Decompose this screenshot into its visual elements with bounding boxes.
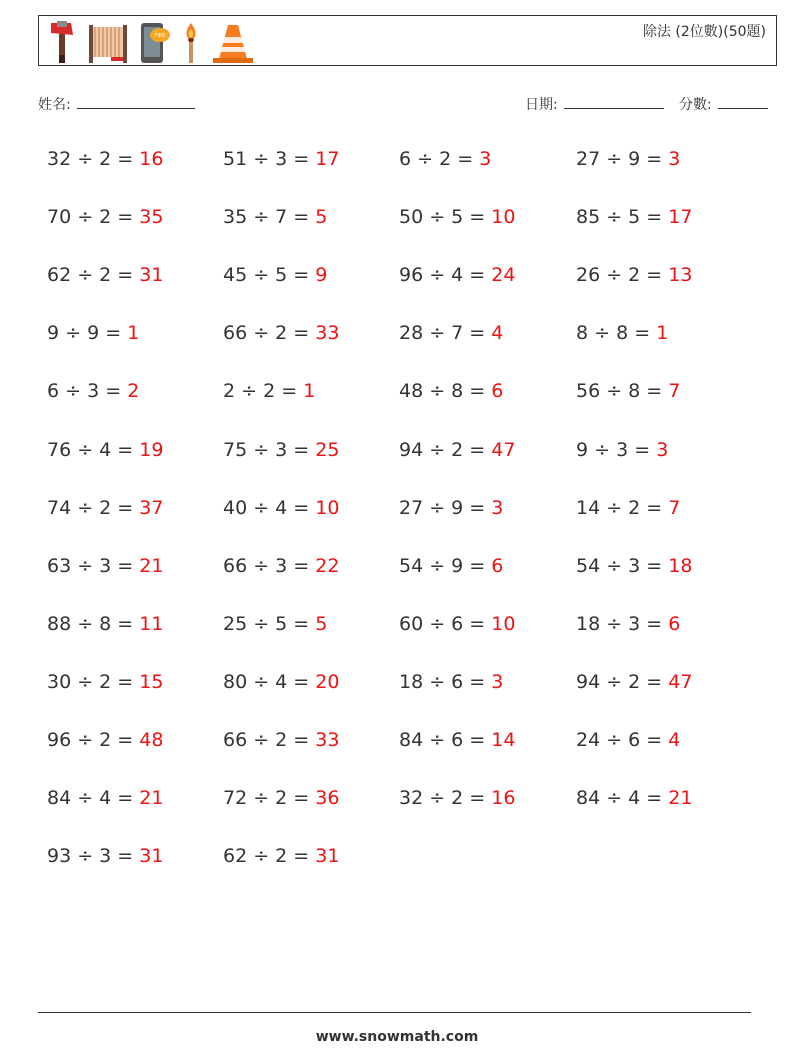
problem-item bbox=[576, 264, 692, 286]
problem-item bbox=[223, 322, 339, 344]
score-field bbox=[679, 94, 768, 114]
fire-hose-icon bbox=[87, 23, 129, 65]
problem-item bbox=[223, 729, 339, 751]
problem-question: 63 ÷ 3 = bbox=[47, 554, 140, 577]
problem-question: 32 ÷ 2 = bbox=[399, 787, 492, 810]
name-blank bbox=[77, 94, 195, 109]
problem-answer: 15 bbox=[139, 670, 164, 693]
problem-answer: 24 bbox=[491, 264, 516, 287]
problem-answer: 20 bbox=[315, 670, 340, 693]
problem-question: 84 ÷ 6 = bbox=[399, 729, 492, 751]
problem-item bbox=[223, 613, 327, 635]
problem-item bbox=[399, 439, 515, 461]
problem-question: 96 ÷ 4 = bbox=[399, 264, 492, 287]
problem-question: 45 ÷ 5 = bbox=[223, 264, 316, 287]
name-field bbox=[38, 94, 195, 114]
problem-item bbox=[399, 787, 515, 809]
problem-question: 35 ÷ 7 = bbox=[223, 206, 316, 229]
problem-item bbox=[47, 206, 163, 228]
problem-item bbox=[47, 497, 163, 519]
problem-item bbox=[399, 729, 515, 751]
problem-answer: 10 bbox=[491, 612, 516, 635]
problem-answer: 6 bbox=[668, 612, 681, 635]
traffic-cone-icon bbox=[211, 21, 255, 65]
problem-answer: 4 bbox=[491, 322, 504, 345]
problem-item bbox=[47, 148, 163, 170]
problem-question: 27 ÷ 9 = bbox=[576, 148, 669, 170]
problem-answer: 10 bbox=[491, 206, 516, 229]
problem-answer: 9 bbox=[315, 264, 328, 287]
problem-question: 80 ÷ 4 = bbox=[223, 670, 316, 693]
problem-question: 62 ÷ 2 = bbox=[47, 264, 140, 287]
problem-answer: 3 bbox=[656, 438, 669, 461]
problem-item bbox=[223, 206, 327, 228]
problem-question: 32 ÷ 2 = bbox=[47, 148, 140, 170]
problem-question: 24 ÷ 6 = bbox=[576, 729, 669, 751]
problem-question: 56 ÷ 8 = bbox=[576, 380, 669, 403]
problem-question: 62 ÷ 2 = bbox=[223, 845, 316, 868]
problem-answer: 11 bbox=[139, 612, 164, 635]
problem-answer: 3 bbox=[491, 670, 504, 693]
problem-item bbox=[399, 380, 503, 402]
problem-item bbox=[223, 497, 339, 519]
problem-answer: 35 bbox=[139, 206, 164, 229]
problem-question: 30 ÷ 2 = bbox=[47, 670, 140, 693]
problem-question: 9 ÷ 9 = bbox=[47, 322, 128, 345]
problem-answer: 17 bbox=[315, 148, 340, 170]
problem-item bbox=[47, 322, 139, 344]
problem-question: 96 ÷ 2 = bbox=[47, 729, 140, 751]
problem-answer: 5 bbox=[315, 206, 328, 229]
footer-divider bbox=[38, 1012, 751, 1013]
problem-item bbox=[576, 206, 692, 228]
problem-question: 60 ÷ 6 = bbox=[399, 612, 492, 635]
problem-answer: 6 bbox=[491, 554, 504, 577]
problem-item bbox=[399, 497, 503, 519]
problem-answer: 17 bbox=[668, 206, 693, 229]
problem-question: 74 ÷ 2 = bbox=[47, 496, 140, 519]
problem-item bbox=[223, 264, 327, 286]
problem-question: 18 ÷ 6 = bbox=[399, 670, 492, 693]
problem-answer: 21 bbox=[139, 787, 164, 810]
problem-item bbox=[399, 613, 515, 635]
problem-question: 93 ÷ 3 = bbox=[47, 845, 140, 868]
problem-question: 50 ÷ 5 = bbox=[399, 206, 492, 229]
problem-item bbox=[399, 555, 503, 577]
footer-url: www.snowmath.com bbox=[315, 1029, 479, 1045]
problem-answer: 1 bbox=[656, 322, 669, 345]
problem-item bbox=[576, 787, 692, 809]
worksheet-header bbox=[38, 15, 777, 66]
problem-item bbox=[576, 671, 692, 693]
problem-item bbox=[47, 787, 163, 809]
problem-item bbox=[576, 148, 680, 170]
problem-question: 18 ÷ 3 = bbox=[576, 612, 669, 635]
problem-question: 14 ÷ 2 = bbox=[576, 496, 669, 519]
problem-answer: 31 bbox=[139, 264, 164, 287]
problem-answer: 37 bbox=[139, 496, 164, 519]
problem-question: 94 ÷ 2 = bbox=[576, 670, 669, 693]
problem-answer: 7 bbox=[668, 496, 681, 519]
problem-question: 84 ÷ 4 = bbox=[47, 787, 140, 810]
problem-answer: 1 bbox=[303, 380, 316, 403]
problem-answer: 36 bbox=[315, 787, 340, 810]
worksheet-title: 除法 (2位數)(50題) bbox=[642, 24, 766, 40]
problem-item bbox=[47, 264, 163, 286]
problem-item bbox=[223, 787, 339, 809]
problem-answer: 3 bbox=[491, 496, 504, 519]
problem-question: 48 ÷ 8 = bbox=[399, 380, 492, 403]
date-field bbox=[525, 94, 664, 114]
problem-answer: 31 bbox=[139, 845, 164, 868]
problem-question: 66 ÷ 2 = bbox=[223, 729, 316, 751]
problem-question: 84 ÷ 4 = bbox=[576, 787, 669, 810]
problem-question: 2 ÷ 2 = bbox=[223, 380, 304, 403]
fire-axe-icon bbox=[47, 19, 77, 65]
problem-item bbox=[47, 555, 163, 577]
problem-question: 6 ÷ 2 = bbox=[399, 148, 480, 170]
problem-item bbox=[47, 671, 163, 693]
problem-question: 66 ÷ 3 = bbox=[223, 554, 316, 577]
problem-question: 72 ÷ 2 = bbox=[223, 787, 316, 810]
problem-item bbox=[47, 439, 163, 461]
problem-question: 88 ÷ 8 = bbox=[47, 612, 140, 635]
problem-item bbox=[399, 264, 515, 286]
problem-item bbox=[576, 322, 668, 344]
problem-answer: 18 bbox=[668, 554, 693, 577]
problem-question: 6 ÷ 3 = bbox=[47, 380, 128, 403]
problem-question: 25 ÷ 5 = bbox=[223, 612, 316, 635]
problem-answer: 47 bbox=[491, 438, 516, 461]
problem-answer: 48 bbox=[139, 729, 164, 751]
problem-question: 54 ÷ 3 = bbox=[576, 554, 669, 577]
problem-question: 9 ÷ 3 = bbox=[576, 438, 657, 461]
problem-item bbox=[576, 497, 680, 519]
date-blank bbox=[564, 94, 664, 109]
phone-fire-call-icon bbox=[139, 21, 171, 65]
problem-item bbox=[399, 671, 503, 693]
name-label: 姓名: bbox=[38, 97, 71, 113]
problem-answer: 3 bbox=[668, 148, 681, 170]
problem-question: 51 ÷ 3 = bbox=[223, 148, 316, 170]
problem-answer: 1 bbox=[127, 322, 140, 345]
problem-answer: 21 bbox=[668, 787, 693, 810]
problem-answer: 6 bbox=[491, 380, 504, 403]
svg-text:FIRE: FIRE bbox=[154, 33, 166, 39]
score-label: 分數: bbox=[679, 97, 712, 113]
problem-question: 66 ÷ 2 = bbox=[223, 322, 316, 345]
problem-question: 27 ÷ 9 = bbox=[399, 496, 492, 519]
problem-question: 54 ÷ 9 = bbox=[399, 554, 492, 577]
problem-item bbox=[223, 555, 339, 577]
header-icons bbox=[47, 19, 255, 65]
problem-answer: 3 bbox=[479, 148, 492, 170]
problem-item bbox=[576, 380, 680, 402]
problem-item bbox=[47, 845, 163, 867]
problem-item bbox=[399, 148, 491, 170]
problem-question: 85 ÷ 5 = bbox=[576, 206, 669, 229]
problem-answer: 31 bbox=[315, 845, 340, 868]
problem-answer: 10 bbox=[315, 496, 340, 519]
problem-question: 26 ÷ 2 = bbox=[576, 264, 669, 287]
problem-question: 40 ÷ 4 = bbox=[223, 496, 316, 519]
problem-item bbox=[47, 613, 163, 635]
problem-item bbox=[223, 148, 339, 170]
problem-item bbox=[576, 439, 668, 461]
problem-answer: 22 bbox=[315, 554, 340, 577]
problem-question: 76 ÷ 4 = bbox=[47, 438, 140, 461]
problem-answer: 5 bbox=[315, 612, 328, 635]
problem-answer: 13 bbox=[668, 264, 693, 287]
problem-item bbox=[223, 380, 315, 402]
problem-answer: 33 bbox=[315, 322, 340, 345]
problem-question: 75 ÷ 3 = bbox=[223, 438, 316, 461]
problem-answer: 2 bbox=[127, 380, 140, 403]
problem-answer: 7 bbox=[668, 380, 681, 403]
problem-item bbox=[399, 206, 515, 228]
problem-question: 28 ÷ 7 = bbox=[399, 322, 492, 345]
problem-answer: 4 bbox=[668, 729, 681, 751]
date-label: 日期: bbox=[525, 97, 558, 113]
problem-item bbox=[47, 380, 139, 402]
problem-question: 70 ÷ 2 = bbox=[47, 206, 140, 229]
problem-answer: 21 bbox=[139, 554, 164, 577]
problem-answer: 16 bbox=[139, 148, 164, 170]
problem-answer: 47 bbox=[668, 670, 693, 693]
problem-question: 94 ÷ 2 = bbox=[399, 438, 492, 461]
problem-answer: 33 bbox=[315, 729, 340, 751]
score-blank bbox=[718, 94, 768, 109]
problem-item bbox=[223, 845, 339, 867]
problem-item bbox=[576, 613, 680, 635]
problem-question: 8 ÷ 8 = bbox=[576, 322, 657, 345]
problem-item bbox=[223, 439, 339, 461]
problem-item bbox=[223, 671, 339, 693]
problem-item bbox=[576, 729, 680, 751]
problem-answer: 16 bbox=[491, 787, 516, 810]
problem-answer: 25 bbox=[315, 438, 340, 461]
burning-match-icon bbox=[181, 21, 201, 65]
problem-item bbox=[47, 729, 163, 751]
problem-item bbox=[399, 322, 503, 344]
problem-answer: 14 bbox=[491, 729, 516, 751]
problem-item bbox=[576, 555, 692, 577]
problem-answer: 19 bbox=[139, 438, 164, 461]
